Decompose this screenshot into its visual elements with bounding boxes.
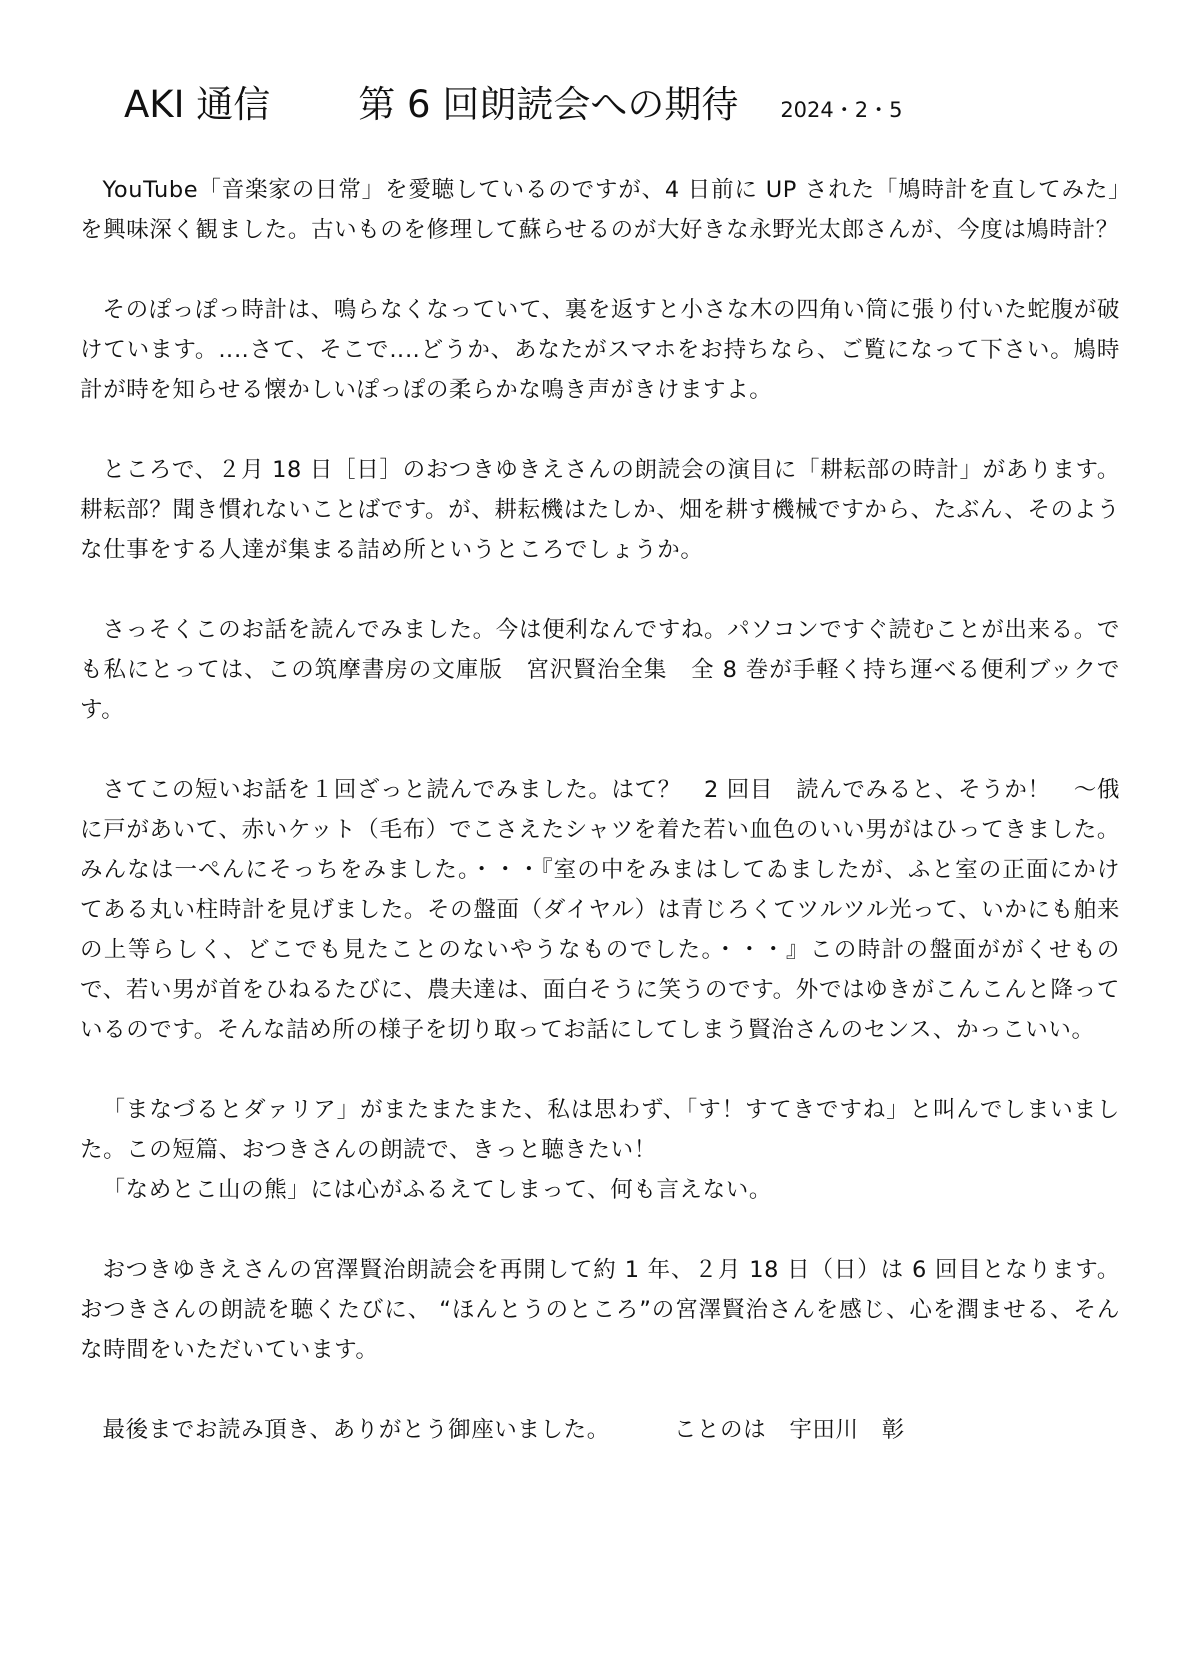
paragraph-reading-the-story: さっそくこのお話を読んでみました。今は便利なんですね。パソコンですぐ読むことが出来る。でも私にとっては、この筑摩書房の文庫版 宮沢賢治全集 全 8 巻が手軽く持ち運べる便利ブックです。 bbox=[80, 617, 1120, 723]
closing-line bbox=[80, 1410, 1120, 1450]
page-title: 第 6 回朗読会への期待 bbox=[358, 83, 739, 126]
paragraph-story-quote: さてこの短いお話を１回ざっと読んでみました。はて？ 2 回目 読んでみると、そうか！ ～俄に戸があいて、赤いケット（毛布）でこさえたシャツを着た若い血色のいい男がはひってきました。みんなは一ぺんにそっちをみました。・・・『室の中をみまはしてゐましたが、ふと室の正面にかけてある丸い柱時計を見げました。その盤面（ダイヤル）は青じろくてツルツル光って、いかにも舶来の上等らしく、どこでも見たことのないやうなものでした。・・・』この時計の盤面ががくせもので、若い男が首をひねるたびに、農夫達は、面白そうに笑うのです。外ではゆきがこんこんと降っているのです。そんな詰め所の様子を切り取ってお話にしてしまう賢治さんのセンス、かっこいい。 bbox=[80, 777, 1120, 1043]
issue-date: 2024・2・5 bbox=[780, 98, 903, 122]
document-body bbox=[80, 170, 1120, 1450]
paragraph-youtube: YouTube「音楽家の日常」を愛聴しているのですが、4 日前に UP された「鳩時計を直してみた」を興味深く観ました。古いものを修理して蘇らせるのが大好きな永野光太郎さんが、今度は鳩時計？ bbox=[80, 177, 1120, 243]
paragraph-reading-session: おつきゆきえさんの宮澤賢治朗読会を再開して約 1 年、２月 18 日（日）は 6 回目となります。おつきさんの朗読を聴くたびに、 “ほんとうのところ”の宮澤賢治さんを感じ、心を潤ませる、そんな時間をいただいています。 bbox=[80, 1257, 1120, 1363]
closing-text: 最後までお読み頂き、ありがとう御座いました。 bbox=[102, 1417, 610, 1443]
document-header bbox=[124, 74, 902, 134]
paragraph-cuckoo-clock: そのぽっぽっ時計は、鳴らなくなっていて、裏を返すと小さな木の四角い筒に張り付いた蛇腹が破けています。‥‥さて、そこで‥‥どうか、あなたがスマホをお持ちなら、ご覧になって下さい。鳩時計が時を知らせる懐かしいぽっぽの柔らかな鳴き声がきけますよ。 bbox=[80, 297, 1120, 403]
paragraph-nametoko: 「なめとこ山の熊」には心がふるえてしまって、何も言えない。 bbox=[102, 1177, 772, 1203]
publication-name: AKI 通信 bbox=[124, 83, 271, 126]
paragraph-manazuru: 「まなづるとダァリア」がまたまたまた、私は思わず、「す！すてきですね」と叫んでしまいました。この短篇、おつきさんの朗読で、きっと聴きたい！ bbox=[80, 1097, 1120, 1163]
paragraph-reading-program: ところで、２月 18 日［日］のおつきゆきえさんの朗読会の演目に「耕耘部の時計」があります。耕耘部？聞き慣れないことばです。が、耕耘機はたしか、畑を耕す機械ですから、たぶん、そのような仕事をする人達が集まる詰め所というところでしょうか。 bbox=[80, 457, 1120, 563]
author-signature: ことのは 宇田川 彰 bbox=[673, 1417, 905, 1443]
